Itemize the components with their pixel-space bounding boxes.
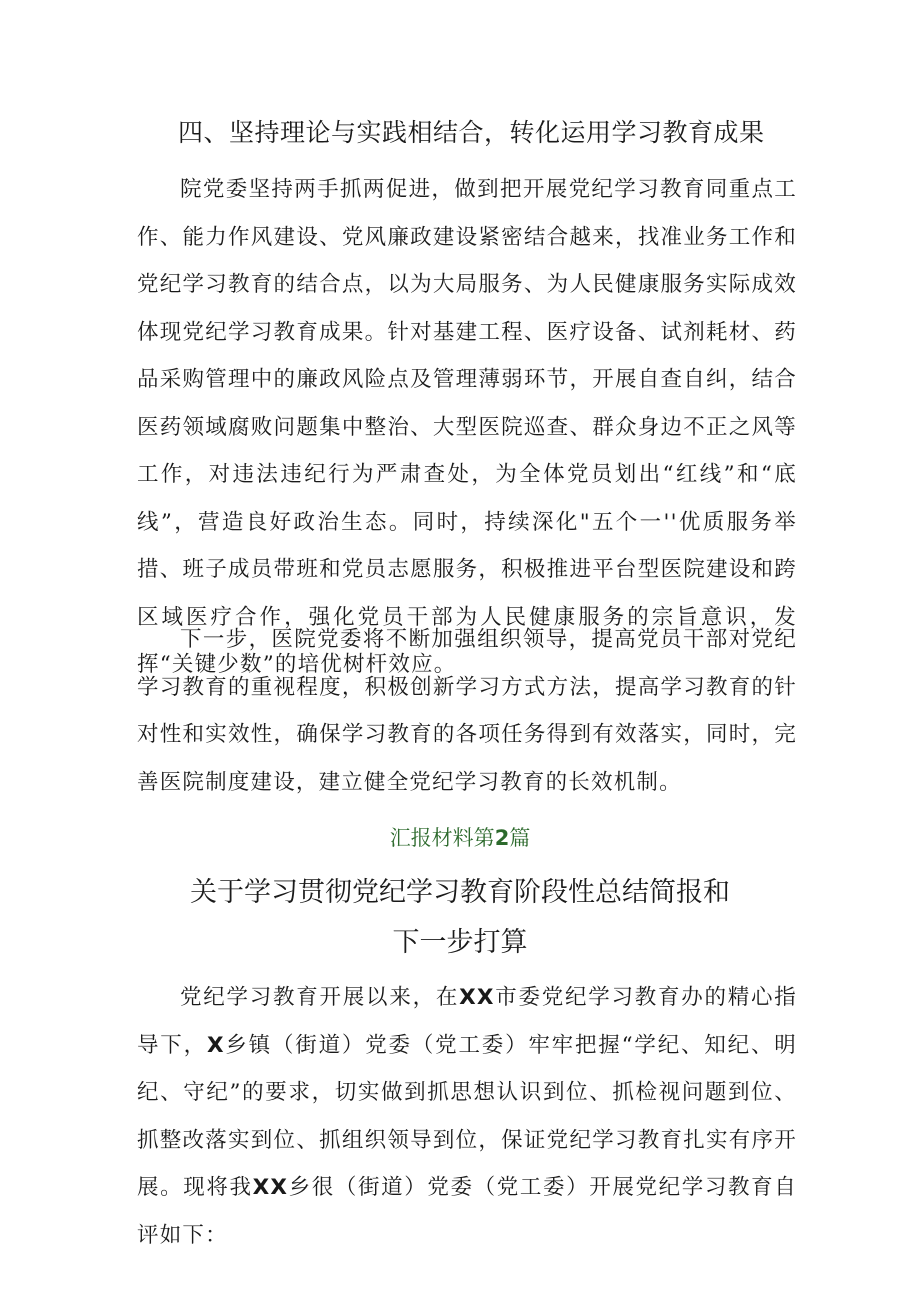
document-title-line-1: 关于学习贯彻党纪学习教育阶段性总结简报和 (190, 877, 730, 908)
article-label (0, 822, 920, 852)
document-title-line-2: 下一步打算 (392, 927, 528, 958)
intro-text: 乡镇（街道）党委（党工委）牢牢把握“学纪、知纪、明纪、守纪”的要求，切实做到抓思想认识到位、抓检视问题到位、抓整改落实到位、抓组织领导到位，保证党纪学习教育扎实有序开展。现将我 (137, 1032, 797, 1200)
article-label-suffix: 篇 (509, 826, 531, 850)
intro-paragraph (137, 974, 797, 1259)
intro-placeholder: XX (459, 985, 495, 1010)
article-label-number: 2 (494, 826, 510, 850)
intro-text: 党纪学习教育开展以来，在 (180, 985, 460, 1010)
document-title (0, 868, 920, 968)
section-heading: 四、坚持理论与实践相结合，转化运用学习教育成果 (178, 118, 765, 147)
body-paragraph: 院党委坚持两手抓两促进，做到把开展党纪学习教育同重点工作、能力作风建设、党风廉政建设紧密结合越来，找准业务工作和党纪学习教育的结合点，以为大局服务、为人民健康服务实际成效体现党纪学习教育成果。针对基建工程、医疗设备、试剂耗材、药品采购管理中的廉政风险点及管理薄弱环节，开展自查自纠，结合医药领域腐败问题集中整治、大型医院巡查、群众身边不正之风等工作，对违法违纪行为严肃查处，为全体党员划出“红线”和“底线”，营造良好政治生态。同时，持续深化"五个一''优质服务举措、班子成员带班和党员志愿服务，积极推进平台型医院建设和跨区域医疗合作，强化党员干部为人民健康服务的宗旨意识，发挥“关键少数”的培优树杆效应。 (137, 177, 797, 677)
intro-text: 市委党纪学习教育办的精心指导下， (137, 985, 797, 1058)
body-paragraph: 下一步，医院党委将不断加强组织领导，提高党员干部对党纪学习教育的重视程度，积极创新学习方式方法，提高学习教育的针对性和实效性，确保学习教育的各项任务得到有效落实，同时，完善医院制度建设，建立健全党纪学习教育的长效机制。 (137, 627, 797, 795)
article-label-prefix: 汇报材料第 (389, 826, 495, 850)
intro-placeholder: X (206, 1032, 225, 1058)
intro-placeholder: XX (252, 1175, 289, 1200)
intro-text: 乡很（街道）党委（党工委）开展党纪学习教育自评如下： (137, 1175, 797, 1248)
